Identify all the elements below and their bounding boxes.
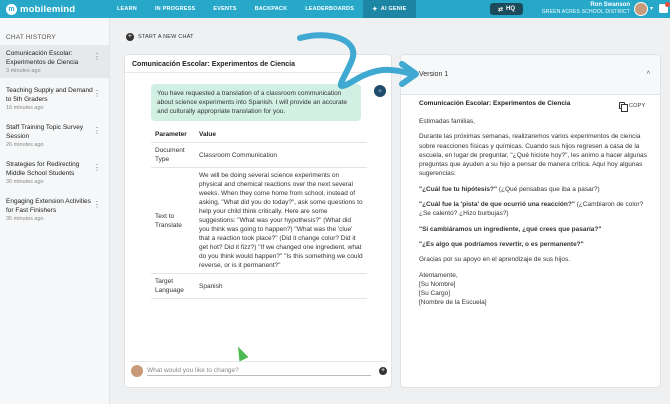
- chat-history-item[interactable]: [0, 193, 109, 226]
- chat-history-item[interactable]: [0, 45, 109, 78]
- letter-thanks: Gracias por su apoyo en el aprendizaje de sus hijos.: [419, 256, 571, 264]
- more-options-icon[interactable]: ⋮: [93, 200, 101, 209]
- nav-backpack[interactable]: BACKPACK: [254, 6, 288, 12]
- sparkle-icon: ✦: [372, 6, 378, 13]
- chat-history-time: 3 minutes ago: [6, 68, 41, 74]
- chevron-down-icon[interactable]: ▾: [650, 6, 654, 12]
- letter-intro: Durante las próximas semanas, realizaremos varios experimentos de ciencia sobre reacciones físicas y químicas. Cuando sus hijos regresen a casa de la escuela, en lugar de preguntar, "¿Qué hiciste hoy?", les animo a hacer algunas preguntas que ayuden a su hijo a pensar de manera crítica. Aquí hoy algunas sugerencias:: [419, 133, 647, 178]
- swap-icon: ⇄: [497, 6, 504, 13]
- table-cell-value: Spanish: [195, 274, 367, 299]
- table-cell-value: We will be doing several science experiments on physical and chemical reactions over the next several weeks. When they come home from school, instead of asking, "What did you do today?", ask some questions to help your child think critically. Here are some suggestions: "What was your hypothesis?" (What did you think was going to happen?) "What was the 'clue' that a reaction took place?" (Did it change color? Did it get hot? Did it fizz?) "If we changed one ingredient, what do you think would happen?" "Is this something we could reverse, or is it permanent?": [195, 168, 367, 274]
- version-title: Comunicación Escolar: Experimentos de Ciencia: [419, 100, 571, 107]
- table-cell-key: Document Type: [151, 143, 195, 168]
- table-row: [151, 143, 367, 168]
- user-avatar[interactable]: [634, 2, 648, 16]
- question-hint: (¿Cambiaron de color? ¿Se calentó? ¿Hizo burbujas?): [419, 201, 644, 218]
- chat-history-title: Strategies for Redirecting Middle School Students: [6, 161, 80, 177]
- letter-question: [419, 200, 651, 219]
- table-header-row: [151, 127, 367, 143]
- send-button[interactable]: +: [380, 366, 386, 374]
- letter-question: [419, 225, 651, 234]
- chat-history-heading: CHAT HISTORY: [6, 34, 56, 41]
- hq-button[interactable]: [490, 3, 523, 15]
- version-panel: [400, 54, 661, 388]
- user-info[interactable]: [542, 2, 630, 15]
- logo-text: mobilemind: [20, 3, 76, 15]
- nav-ai-genie-label: AI GENIE: [380, 6, 407, 12]
- chat-history-item[interactable]: [0, 82, 109, 115]
- question-bold: "Si cambiáramos un ingrediente, ¿qué crees que pasaría?": [419, 225, 602, 233]
- version-label: Version 1: [419, 71, 449, 78]
- nav-items: [108, 0, 416, 18]
- chat-history-time: 16 minutes ago: [6, 105, 44, 111]
- table-cell-key: Target Language: [151, 274, 195, 299]
- letter-signature-school: [Nombre de la Escuela]: [419, 299, 487, 307]
- chat-history-item[interactable]: [0, 156, 109, 189]
- chat-title: Comunicación Escolar: Experimentos de Ciencia: [125, 55, 391, 73]
- chat-history-title: Engaging Extension Activities for Fast Finishers: [6, 198, 91, 214]
- change-request-input[interactable]: [147, 365, 371, 376]
- genie-bot-icon: ✧: [374, 85, 386, 97]
- table-header: Parameter: [151, 127, 195, 143]
- logo-mark: m: [6, 4, 17, 15]
- letter-question: [419, 240, 651, 249]
- letter-greeting: Estimadas familias,: [419, 118, 475, 125]
- copy-label: COPY: [629, 102, 646, 109]
- chat-history-time: 30 minutes ago: [6, 179, 44, 185]
- question-bold: "¿Cuál fue la 'pista' de que ocurrió una reacción?": [419, 201, 575, 209]
- logo[interactable]: [0, 4, 108, 15]
- question-hint: (¿Qué pensabas que iba a pasar?): [497, 185, 600, 193]
- letter-signature-name: [Su Nombre]: [419, 280, 456, 288]
- new-chat-button[interactable]: [126, 33, 194, 41]
- more-options-icon[interactable]: ⋮: [93, 52, 101, 61]
- composer: [131, 361, 387, 379]
- top-nav: [0, 0, 670, 18]
- more-options-icon[interactable]: ⋮: [93, 126, 101, 135]
- user-name: Ron Swanson: [590, 2, 630, 8]
- chat-history-time: 35 minutes ago: [6, 216, 44, 222]
- district-name: GREEN ACRES SCHOOL DISTRICT: [541, 9, 630, 15]
- plus-icon: +: [127, 33, 133, 40]
- translated-letter: [419, 117, 651, 308]
- question-bold: "¿Es algo que podríamos revertir, o es permanente?": [419, 240, 584, 248]
- nav-events[interactable]: EVENTS: [213, 6, 237, 12]
- table-row: [151, 274, 367, 299]
- nav-ai-genie[interactable]: [363, 0, 415, 18]
- chat-history-title: Staff Training Topic Survey Session: [6, 124, 84, 140]
- nav-leaderboards[interactable]: LEADERBOARDS: [305, 6, 355, 12]
- hq-label: HQ: [506, 6, 516, 12]
- letter-signature-role: [Su Cargo]: [419, 290, 451, 298]
- avatar: [131, 365, 143, 377]
- table-row: [151, 168, 367, 274]
- chat-history-item[interactable]: [0, 119, 109, 152]
- more-options-icon[interactable]: ⋮: [93, 163, 101, 172]
- table-cell-key: Text to Translate: [151, 168, 195, 274]
- notification-icon[interactable]: [659, 4, 668, 13]
- new-chat-label: START A NEW CHAT: [138, 34, 194, 40]
- letter-question: [419, 185, 651, 194]
- nav-learn[interactable]: LEARN: [117, 6, 137, 12]
- chat-history-title: Teaching Supply and Demand to 5th Graders: [6, 87, 93, 103]
- chat-history-title: Comunicación Escolar: Experimentos de Ciencia: [6, 50, 79, 66]
- chat-history-sidebar: [0, 18, 110, 404]
- more-options-icon[interactable]: ⋮: [93, 89, 101, 98]
- version-header[interactable]: [401, 55, 660, 95]
- notification-dot: [665, 2, 670, 7]
- parameters-table: [151, 127, 367, 299]
- table-cell-value: Classroom Communication: [195, 143, 367, 168]
- nav-in-progress[interactable]: IN PROGRESS: [154, 6, 196, 12]
- copy-icon: [619, 102, 625, 109]
- copy-button[interactable]: [619, 102, 645, 109]
- letter-closing: Atentamente,: [419, 271, 458, 279]
- chevron-up-icon[interactable]: ^: [646, 71, 650, 78]
- question-bold: "¿Cuál fue tu hipótesis?": [419, 185, 498, 193]
- chat-history-time: 26 minutes ago: [6, 142, 44, 148]
- table-header: Value: [195, 127, 367, 143]
- assistant-message: You have requested a translation of a classroom communication about science experiments into Spanish. I will provide an accurate and culturally appropriate translation for you.: [151, 84, 361, 121]
- chat-panel: [124, 54, 392, 388]
